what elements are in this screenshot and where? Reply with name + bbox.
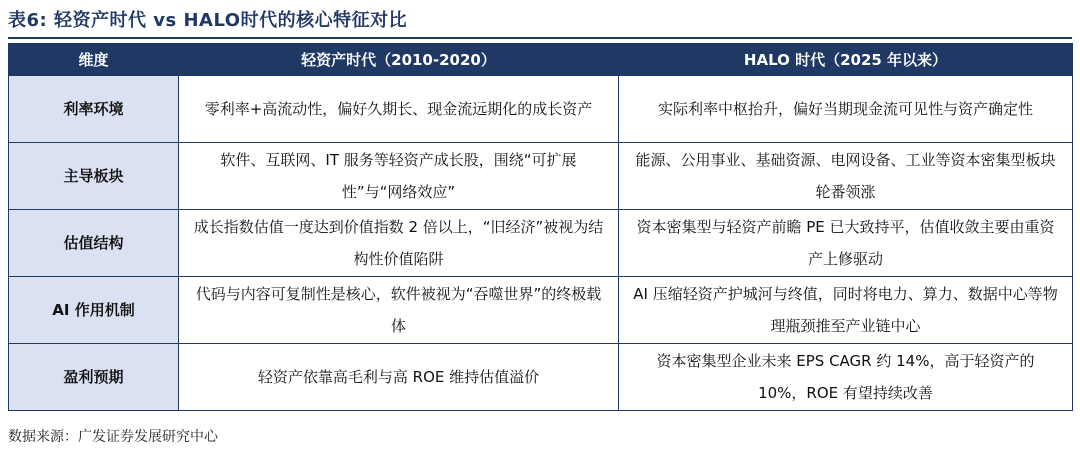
halo-cell: 资本密集型与轻资产前瞻 PE 已大致持平，估值收敛主要由重资产上修驱动 bbox=[619, 210, 1073, 277]
halo-cell: 资本密集型企业未来 EPS CAGR 约 14%，高于轻资产的 10%，ROE 有望持续改善 bbox=[619, 344, 1073, 411]
halo-cell: 能源、公用事业、基础资源、电网设备、工业等资本密集型板块轮番领涨 bbox=[619, 143, 1073, 210]
table-title: 表6: 轻资产时代 vs HALO时代的核心特征对比 bbox=[8, 10, 408, 31]
data-source-note: 数据来源：广发证券发展研究中心 bbox=[8, 429, 218, 445]
light-asset-cell: 成长指数估值一度达到价值指数 2 倍以上，“旧经济”被视为结构性价值陷阱 bbox=[179, 210, 619, 277]
light-asset-cell: 零利率+高流动性，偏好久期长、现金流远期化的成长资产 bbox=[179, 76, 619, 143]
header-light-asset-era: 轻资产时代（2010-2020） bbox=[179, 44, 619, 76]
halo-cell: AI 压缩轻资产护城河与终值，同时将电力、算力、数据中心等物理瓶颈推至产业链中心 bbox=[619, 277, 1073, 344]
header-dimension: 维度 bbox=[9, 44, 179, 76]
light-asset-cell: 轻资产依靠高毛利与高 ROE 维持估值溢价 bbox=[179, 344, 619, 411]
halo-cell: 实际利率中枢抬升，偏好当期现金流可见性与资产确定性 bbox=[619, 76, 1073, 143]
title-divider bbox=[8, 37, 1072, 39]
row-label: AI 作用机制 bbox=[9, 277, 179, 344]
table-header-row bbox=[9, 44, 1073, 76]
table-row bbox=[9, 143, 1073, 210]
row-label: 主导板块 bbox=[9, 143, 179, 210]
comparison-table bbox=[8, 43, 1073, 411]
light-asset-cell: 代码与内容可复制性是核心，软件被视为“吞噬世界”的终极载体 bbox=[179, 277, 619, 344]
header-halo-era: HALO 时代（2025 年以来） bbox=[619, 44, 1073, 76]
table-row bbox=[9, 210, 1073, 277]
table-row bbox=[9, 344, 1073, 411]
row-label: 估值结构 bbox=[9, 210, 179, 277]
table-row bbox=[9, 277, 1073, 344]
table-row bbox=[9, 76, 1073, 143]
row-label: 盈利预期 bbox=[9, 344, 179, 411]
row-label: 利率环境 bbox=[9, 76, 179, 143]
light-asset-cell: 软件、互联网、IT 服务等轻资产成长股，围绕“可扩展性”与“网络效应” bbox=[179, 143, 619, 210]
